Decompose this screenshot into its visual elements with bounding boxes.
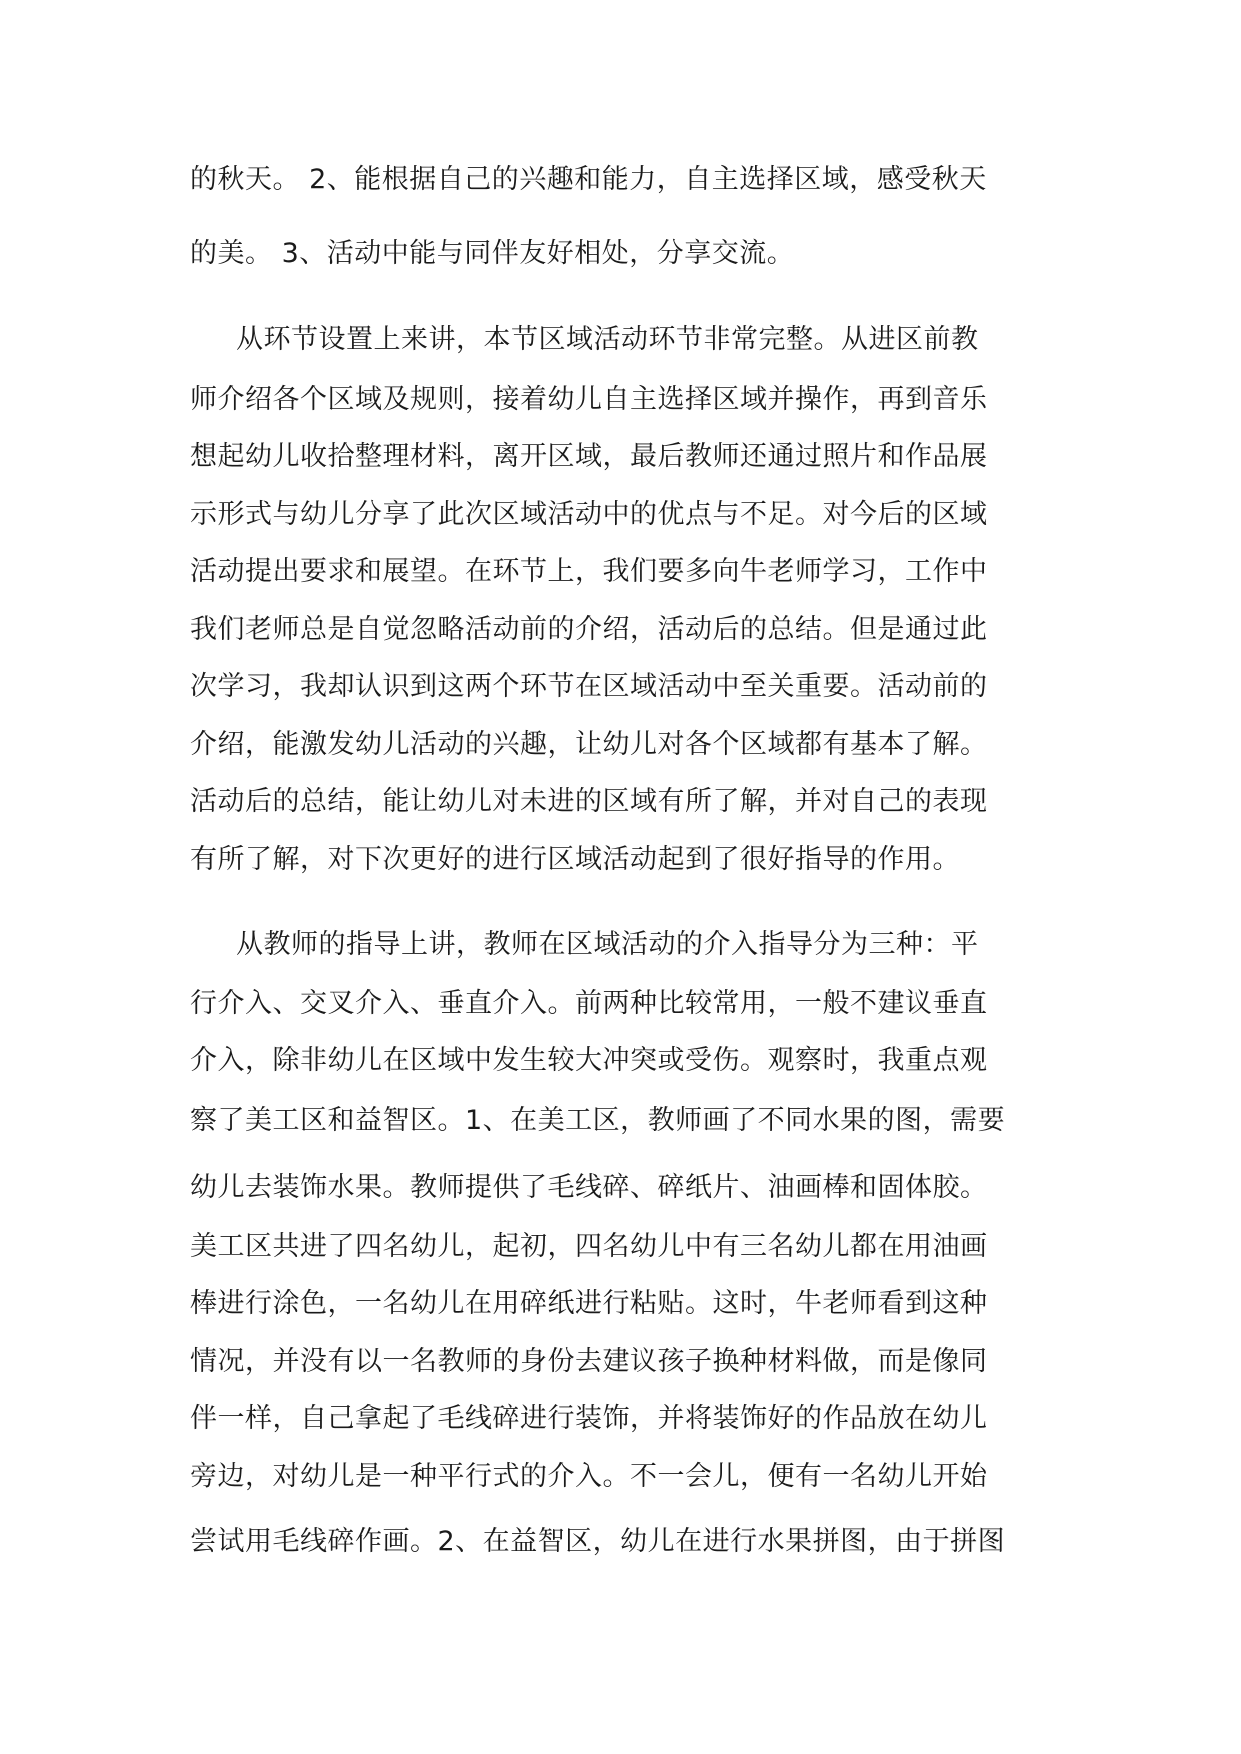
text-line: 介绍，能激发幼儿活动的兴趣，让幼儿对各个区域都有基本了解。 (190, 729, 988, 760)
text-line: 的秋天。 2、能根据自己的兴趣和能力，自主选择区域，感受秋天 (190, 164, 987, 195)
text-line: 我们老师总是自觉忽略活动前的介绍，活动后的总结。但是通过此 (190, 614, 988, 645)
text-line: 次学习，我却认识到这两个环节在区域活动中至关重要。活动前的 (190, 671, 988, 702)
text-line: 情况，并没有以一名教师的身份去建议孩子换种材料做，而是像同 (190, 1346, 988, 1377)
text-line: 幼儿去装饰水果。教师提供了毛线碎、碎纸片、油画棒和固体胶。 (190, 1172, 988, 1203)
text-line: 师介绍各个区域及规则，接着幼儿自主选择区域并操作，再到音乐 (190, 384, 988, 415)
paragraph-first-line: 从教师的指导上讲，教师在区域活动的介入指导分为三种：平 (236, 929, 979, 960)
text-line: 活动提出要求和展望。在环节上，我们要多向牛老师学习，工作中 (190, 556, 988, 587)
text-line: 棒进行涂色，一名幼儿在用碎纸进行粘贴。这时，牛老师看到这种 (190, 1288, 988, 1319)
paragraph-first-line: 从环节设置上来讲，本节区域活动环节非常完整。从进区前教 (236, 324, 979, 355)
text-line: 美工区共进了四名幼儿，起初，四名幼儿中有三名幼儿都在用油画 (190, 1231, 988, 1262)
text-line: 尝试用毛线碎作画。2、在益智区，幼儿在进行水果拼图，由于拼图 (190, 1526, 1006, 1557)
text-line: 行介入、交叉介入、垂直介入。前两种比较常用，一般不建议垂直 (190, 988, 988, 1019)
text-line: 想起幼儿收拾整理材料，离开区域，最后教师还通过照片和作品展 (190, 441, 988, 472)
text-line: 的美。 3、活动中能与同伴友好相处，分享交流。 (190, 238, 795, 269)
text-line: 察了美工区和益智区。1、在美工区，教师画了不同水果的图，需要 (190, 1105, 1006, 1136)
text-line: 有所了解，对下次更好的进行区域活动起到了很好指导的作用。 (190, 844, 960, 875)
text-line: 伴一样，自己拿起了毛线碎进行装饰，并将装饰好的作品放在幼儿 (190, 1403, 988, 1434)
text-line: 示形式与幼儿分享了此次区域活动中的优点与不足。对今后的区域 (190, 499, 988, 530)
text-line: 旁边，对幼儿是一种平行式的介入。不一会儿，便有一名幼儿开始 (190, 1461, 988, 1492)
text-line: 介入，除非幼儿在区域中发生较大冲突或受伤。观察时，我重点观 (190, 1045, 988, 1076)
text-line: 活动后的总结，能让幼儿对未进的区域有所了解，并对自己的表现 (190, 786, 988, 817)
